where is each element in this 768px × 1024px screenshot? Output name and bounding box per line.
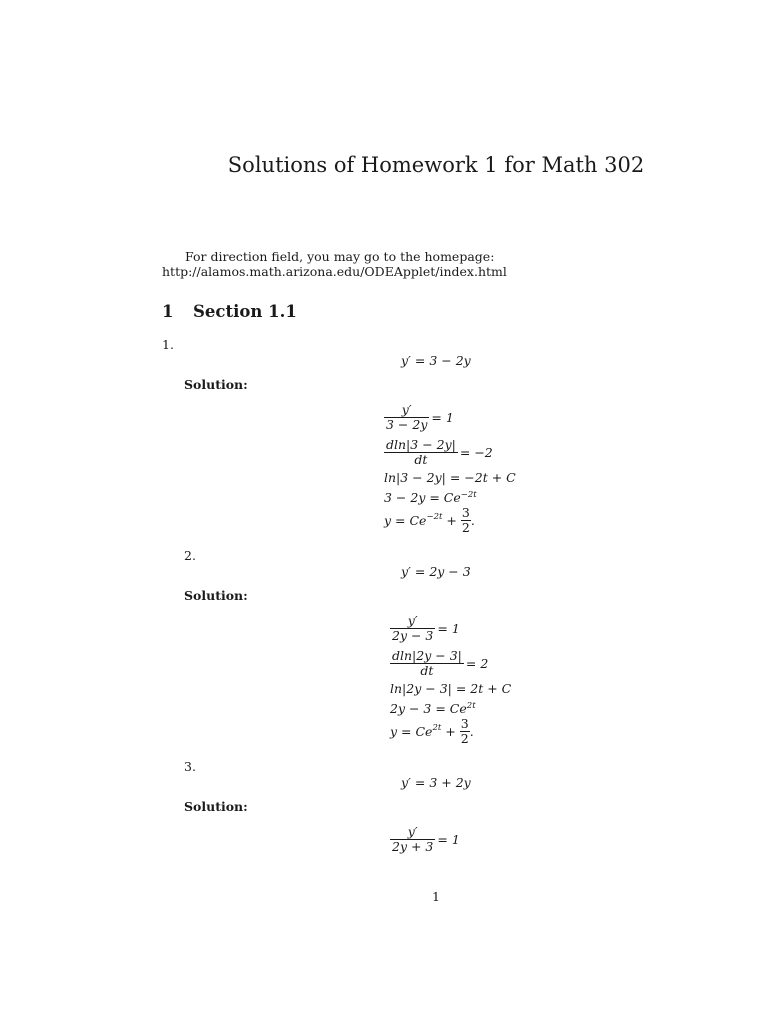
fraction-numerator: 3	[460, 716, 469, 731]
exponent: 2t	[432, 722, 442, 733]
section-heading	[162, 302, 297, 321]
solution-step-5	[384, 506, 475, 535]
section-title: Section 1.1	[193, 302, 297, 321]
solution-step-1	[384, 403, 454, 432]
problem-equation: y′ = 3 − 2y	[401, 353, 471, 368]
plus-sign: +	[446, 513, 457, 528]
solution-step-3: ln|2y − 3| = 2t + C	[390, 681, 512, 696]
equation-rhs: = 1	[437, 621, 460, 636]
solution-label: Solution:	[184, 588, 248, 603]
equation-text: y = Ce	[390, 724, 433, 739]
solution-step-3: ln|3 − 2y| = −2t + C	[384, 470, 516, 485]
page-number: 1	[432, 889, 440, 904]
equation-text: y = Ce	[384, 513, 427, 528]
problem-number: 1.	[162, 337, 174, 352]
plus-sign: +	[445, 724, 456, 739]
solution-label: Solution:	[184, 799, 248, 814]
fraction-denominator: 2	[460, 731, 469, 746]
exponent: 2t	[466, 701, 476, 711]
fraction-denominator: dt	[420, 663, 434, 678]
problem-number: 3.	[184, 759, 196, 774]
problem-equation: y′ = 2y − 3	[401, 564, 471, 579]
equation-text: 2y − 3 = Ce	[390, 701, 467, 717]
fraction-denominator: dt	[414, 452, 428, 467]
fraction-denominator: 2y − 3	[392, 628, 434, 643]
fraction-numerator: y′	[384, 403, 429, 418]
fraction-numerator: y′	[390, 614, 435, 629]
solution-label: Solution:	[184, 377, 248, 392]
fraction-denominator: 2	[461, 520, 470, 535]
solution-step-4	[390, 701, 476, 716]
section-number: 1	[162, 302, 174, 321]
solution-step-5	[390, 717, 474, 746]
page-title: Solutions of Homework 1 for Math 302	[227, 153, 645, 177]
fraction-numerator: y′	[390, 825, 435, 840]
fraction-numerator: dln|3 − 2y|	[386, 437, 456, 452]
homepage-link[interactable]: http://alamos.math.arizona.edu/ODEApplet/index.html	[162, 264, 507, 279]
solution-step-4	[384, 490, 477, 505]
fraction-denominator: 2y + 3	[392, 839, 434, 854]
problem-number: 2.	[184, 548, 196, 563]
fraction-numerator: 3	[461, 505, 470, 520]
equation-rhs: = 1	[431, 410, 454, 425]
fraction-numerator: dln|2y − 3|	[392, 648, 462, 663]
equation-rhs: = −2	[459, 445, 493, 460]
problem-equation: y′ = 3 + 2y	[401, 775, 471, 790]
intro-text: For direction field, you may go to the homepage:	[185, 249, 495, 264]
exponent: −2t	[460, 490, 477, 500]
solution-step-1	[390, 825, 460, 854]
solution-step-2	[384, 438, 493, 467]
equation-rhs: = 2	[465, 656, 489, 671]
exponent: −2t	[426, 511, 443, 522]
solution-step-2	[390, 649, 488, 678]
period: .	[470, 513, 475, 528]
equation-rhs: = 1	[437, 832, 460, 847]
fraction-denominator: 3 − 2y	[386, 417, 428, 432]
period: .	[469, 724, 474, 739]
equation-text: 3 − 2y = Ce	[384, 490, 461, 506]
solution-step-1	[390, 614, 460, 643]
